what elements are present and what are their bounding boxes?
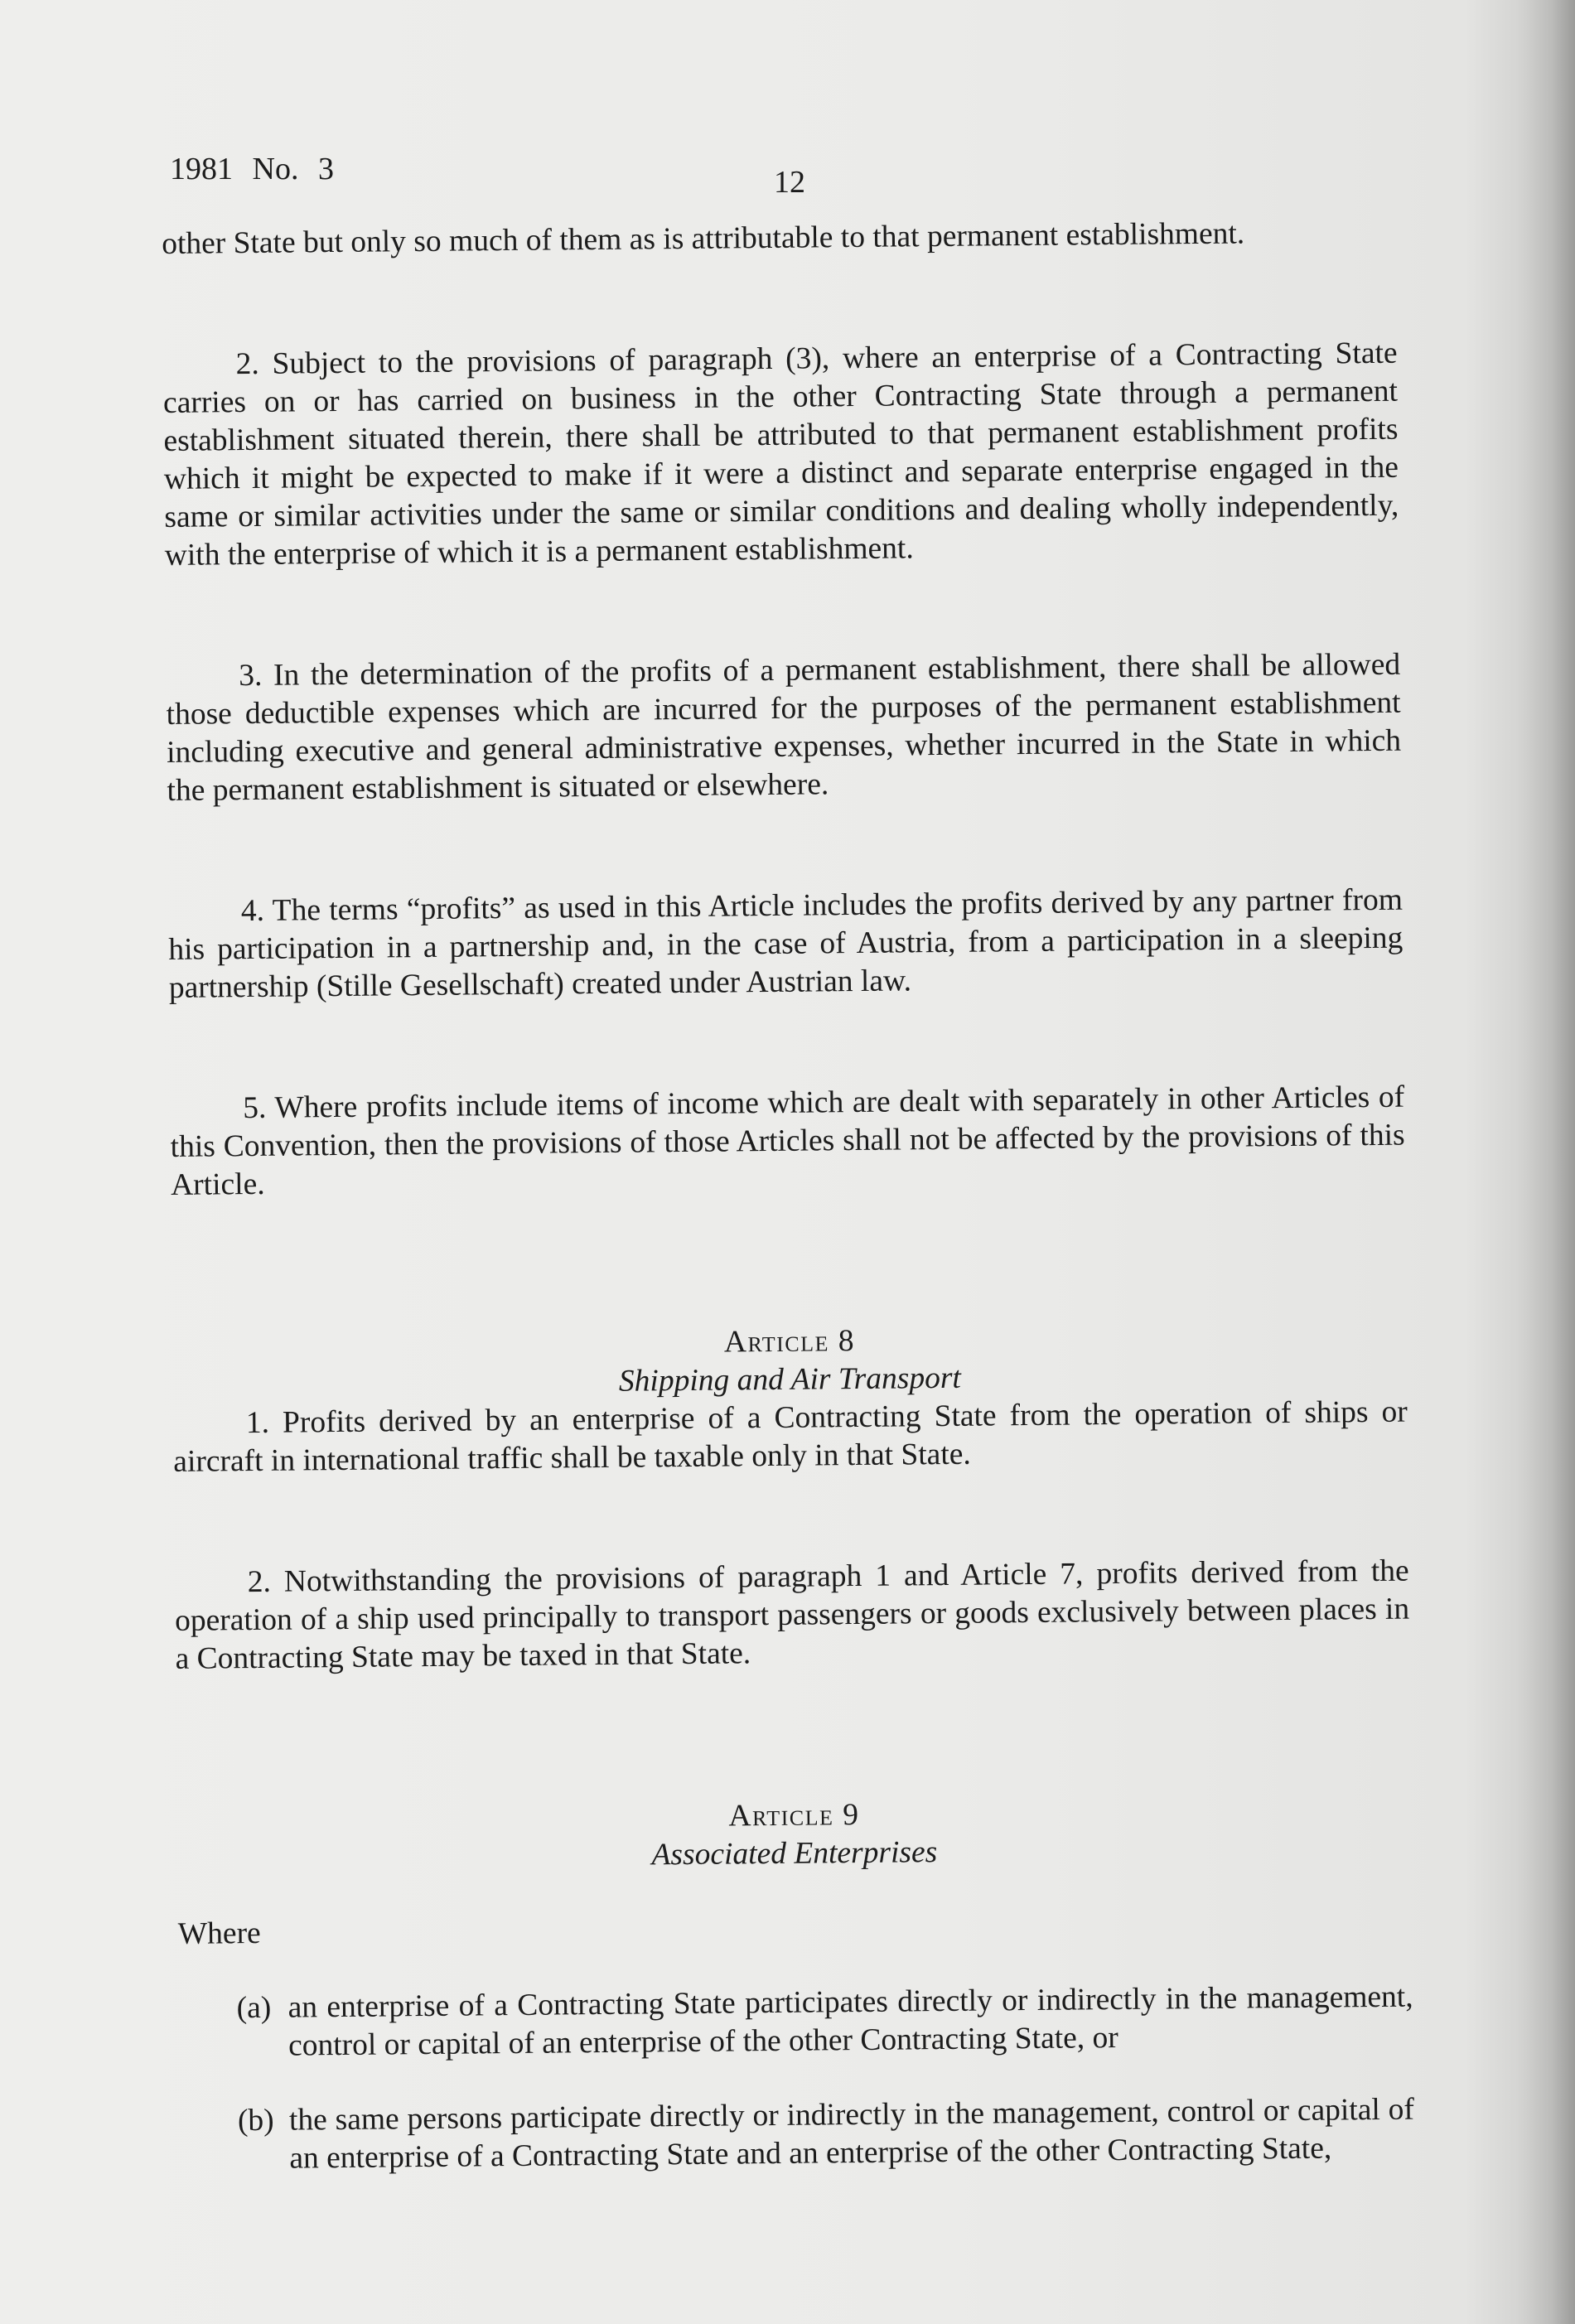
article8-paragraph-2: 2. Notwithstanding the provisions of paragraph 1 and Article 7, profits derived from the operation of a ship used principally to transport passengers or goods exclusively between places in a Contracting State may be taxed in that State.	[174, 1553, 1410, 1676]
page-edge-shadow	[1517, 0, 1575, 2324]
page-number: 12	[774, 165, 805, 200]
article7-paragraph-2: 2. Subject to the provisions of paragraph (3), where an enterprise of a Contracting State carries on or has carried on business in the other Contracting State through a permanent establishment situated therein, there shall be attributed to that permanent establishment profits which it might be expected to make if it were a distinct and separate enterprise engaged in the same or similar activities under the same or similar conditions and dealing wholly independently, with the enterprise of which it is a permanent establishment.	[162, 336, 1399, 573]
article7-paragraph-3: 3. In the determination of the profits of a permanent establishment, there shall be allowed those deductible expenses which are incurred for the purposes of the permanent establishment including executive and general administrative expenses, whether incurred in the State in which the permanent establishment is situated or elsewhere.	[166, 647, 1402, 808]
article7-paragraph-4: 4. The terms “profits” as used in this Article includes the profits derived by any partner from his participation in a partnership and, in the case of Austria, from a participation in a sleeping partnership (Stille Gesellschaft) created under Austrian law.	[168, 882, 1403, 1005]
article9-intro: Where	[177, 1916, 261, 1951]
item-text: the same persons participate directly or indirectly in the management, control or capital of an enterprise of a Contracting State and an enterprise of the other Contracting State,	[288, 2092, 1415, 2176]
article8-heading: Article 8	[723, 1324, 856, 1360]
item-label: (a)	[236, 1990, 272, 2026]
document-body	[162, 214, 1415, 2179]
article8-subtitle: Shipping and Air Transport	[618, 1360, 962, 1399]
article7-paragraph-5: 5. Where profits include items of income which are dealt with separately in other Articles of this Convention, then the provisions of those Articles shall not be affected by the provisions of this Article.	[170, 1080, 1405, 1202]
article9-subtitle: Associated Enterprises	[651, 1835, 938, 1872]
document-reference: 1981 No. 3	[170, 152, 334, 186]
item-text: an enterprise of a Contracting State participates directly or indirectly in the management, control or capital of an enterprise of the other Contracting State, or	[287, 1979, 1413, 2063]
article9-item-b	[238, 2091, 1415, 2179]
article7-paragraph-1-continued: other State but only so much of them as is attributable to that permanent establishment.	[162, 216, 1245, 261]
article9-item-a	[236, 1979, 1413, 2066]
article8-paragraph-1: 1. Profits derived by an enterprise of a Contracting State from the operation of ships or aircraft in international traffic shall be taxable only in that State.	[173, 1394, 1408, 1479]
item-label: (b)	[237, 2103, 274, 2138]
article9-heading: Article 9	[728, 1798, 860, 1834]
